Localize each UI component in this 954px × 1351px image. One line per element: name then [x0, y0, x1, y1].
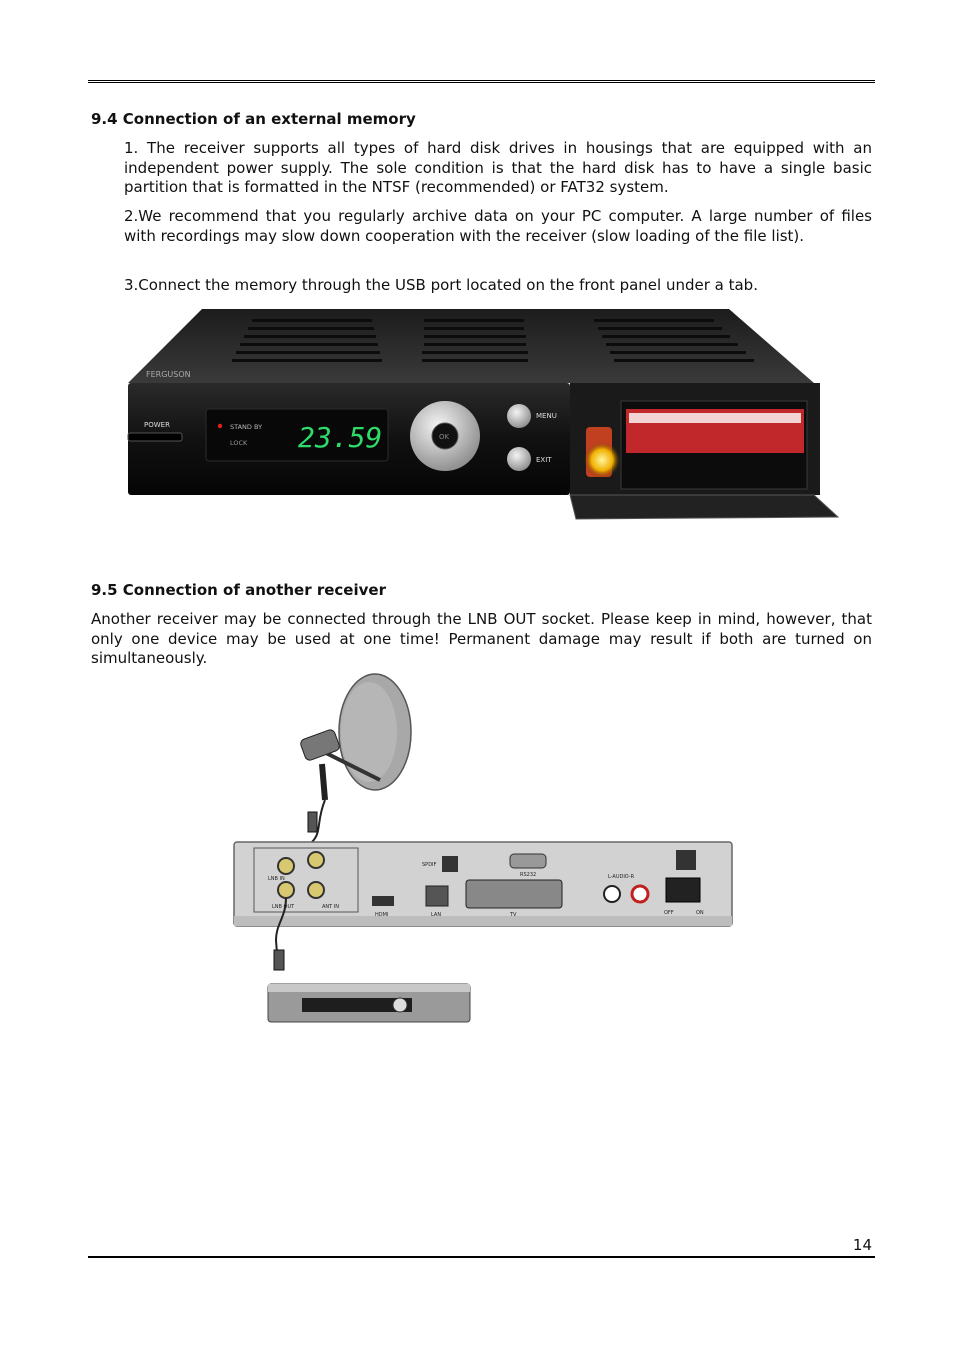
exit-button	[507, 447, 531, 471]
paragraph-usb-connect: 3.Connect the memory through the USB port located on the front panel under a tab.	[124, 276, 758, 294]
usb-stick-light	[584, 442, 620, 478]
front-tab-flap	[570, 495, 838, 519]
lan-label: LAN	[431, 912, 442, 918]
lan-port	[426, 886, 448, 906]
lnb-connector	[322, 764, 325, 800]
ok-label: OK	[439, 433, 450, 441]
power-switch	[666, 878, 700, 902]
lnb-out-label: LNB OUT	[272, 904, 295, 910]
ant-in-socket	[308, 882, 324, 898]
paragraph-lnb-out: Another receiver may be connected through the LNB OUT socket. Please keep in mind, however, that only one device may be used at one time! Permanent damage may result if both are turned on simultaneously.	[91, 610, 872, 667]
ant-in-label: ANT IN	[322, 904, 340, 910]
on-label: ON	[696, 910, 704, 916]
scart-tv-port	[466, 880, 562, 908]
lock-label: LOCK	[230, 439, 248, 447]
menu-label: MENU	[536, 412, 557, 420]
power-label: POWER	[144, 421, 170, 429]
rs232-label: RS232	[520, 872, 537, 878]
hdmi-label: HDMI	[375, 912, 389, 918]
menu-button	[507, 404, 531, 428]
clock-display: 23.59	[298, 421, 383, 454]
off-label: OFF	[664, 910, 674, 916]
standby-label: STAND BY	[230, 423, 263, 431]
brand-logo-text: FERGUSON	[146, 370, 191, 379]
section-heading-another-receiver: 9.5 Connection of another receiver	[91, 581, 386, 599]
lnb-out-socket	[278, 882, 294, 898]
header-rule	[88, 80, 875, 83]
exit-label: EXIT	[536, 456, 552, 464]
tv-label: TV	[510, 912, 517, 918]
audio-label: L-AUDIO-R	[608, 874, 635, 880]
spdif-port	[442, 856, 458, 872]
hdmi-port	[372, 896, 394, 906]
power-inlet	[676, 850, 696, 870]
footer-rule	[88, 1256, 875, 1258]
audio-left-port	[604, 886, 620, 902]
audio-right-port	[632, 886, 648, 902]
section-heading-external-memory: 9.4 Connection of an external memory	[91, 110, 416, 128]
spdif-label: SPDIF	[422, 862, 437, 868]
lnb-in-socket	[278, 858, 294, 874]
standby-led	[218, 424, 222, 428]
paragraph-hdd-support: 1. The receiver supports all types of hard disk drives in housings that are equipped with an independent power supply. The sole condition is that the hard disk has to have a single basic partition that is formatted in the NTSF (recommended) or FAT32 system.	[124, 139, 872, 196]
connection-diagram	[230, 672, 736, 1024]
rs232-port	[510, 854, 546, 868]
paragraph-archive-recommendation: 2.We recommend that you regularly archive data on your PC computer. A large number of files with recordings may slow down cooperation with the receiver (slow loading of the file list).	[124, 207, 872, 245]
lnb-in-socket-2	[308, 852, 324, 868]
page-number: 14	[852, 1236, 872, 1254]
receiver-front-panel-photo	[124, 305, 840, 523]
lnb-in-label: LNB IN	[268, 876, 285, 882]
power-button	[128, 433, 182, 441]
